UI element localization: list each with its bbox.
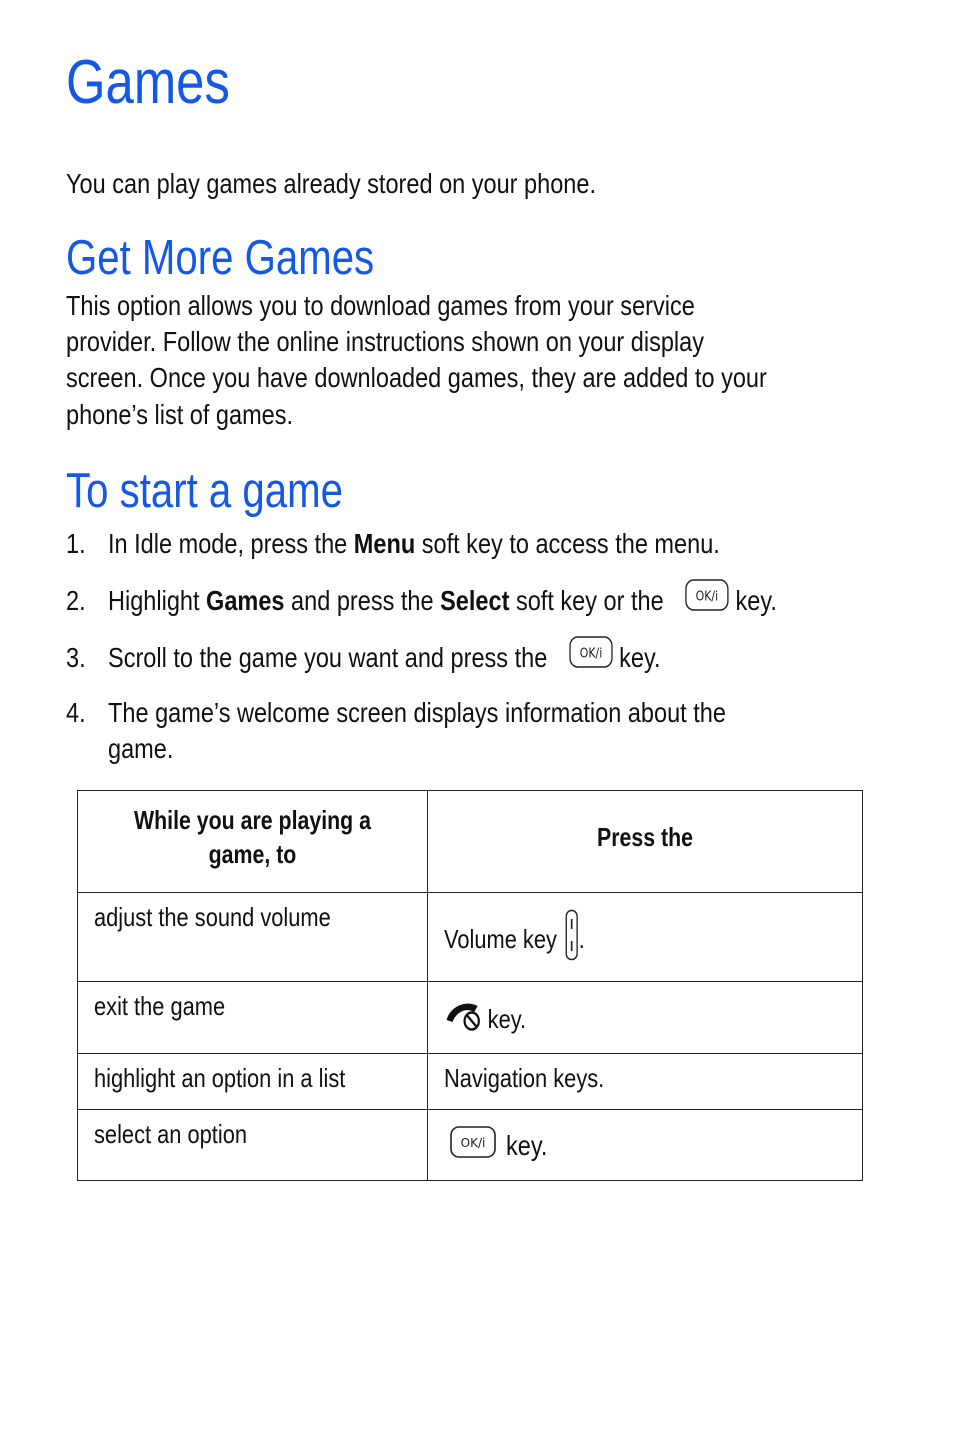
action-cell: [78, 1054, 428, 1110]
step-4: [66, 695, 726, 767]
select-keyword: Select: [440, 584, 510, 616]
page-title: Games: [66, 48, 230, 117]
games-keyword: Games: [206, 584, 285, 616]
ok-key-icon: [685, 579, 729, 620]
menu-keyword: Menu: [353, 528, 416, 559]
end-key-icon: [444, 998, 483, 1039]
action-text: adjust the sound volume: [94, 902, 331, 932]
action-text: highlight an option in a list: [94, 1063, 346, 1093]
section-heading-get-more-games: Get More Games: [66, 231, 375, 285]
key-text: Navigation keys.: [444, 1063, 605, 1093]
step-number: 4.: [66, 697, 86, 728]
intro-text: You can play games already stored on your phone.: [66, 168, 597, 199]
paragraph-line: screen. Once you have downloaded games, they are added to your: [66, 362, 767, 393]
header-line: While you are playing a: [134, 805, 371, 835]
key-cell: [428, 893, 863, 982]
svg-text:OK/i: OK/i: [460, 1136, 486, 1150]
step-3: [66, 639, 661, 680]
header-line: Press the: [596, 822, 693, 852]
key-content: [444, 909, 795, 968]
svg-text:OK/i: OK/i: [695, 588, 719, 604]
key-cell: [428, 1110, 863, 1181]
step-text: key.: [729, 584, 777, 616]
key-content: [450, 1126, 862, 1165]
table-header-row: [78, 791, 863, 893]
table-row: [78, 893, 863, 982]
step-text: Scroll to the game you want and press the: [108, 641, 548, 673]
step-number: 3.: [66, 641, 86, 673]
action-cell: [78, 893, 428, 982]
key-text: Volume key: [444, 923, 557, 954]
action-cell: [78, 982, 428, 1054]
key-text: key.: [506, 1129, 548, 1161]
step-1: [66, 526, 720, 562]
paragraph-line: This option allows you to download games from your service: [66, 290, 695, 321]
ok-key-icon: [450, 1126, 496, 1165]
step-text: In Idle mode, press the: [108, 528, 354, 559]
step-text: and press the: [284, 584, 441, 616]
key-content: [444, 998, 795, 1039]
step-text: game.: [108, 733, 174, 764]
paragraph-line: phone’s list of games.: [66, 399, 294, 430]
step-text: soft key or the: [509, 584, 664, 616]
key-suffix: .: [578, 923, 585, 954]
game-controls-table: [77, 790, 863, 1181]
key-cell: [428, 982, 863, 1054]
step-number: 2.: [66, 584, 86, 616]
action-text: exit the game: [94, 991, 226, 1021]
table-row: [78, 1110, 863, 1181]
volume-key-icon: [565, 909, 578, 968]
paragraph-line: provider. Follow the online instructions shown on your display: [66, 326, 704, 357]
step-text: key.: [612, 641, 661, 673]
table-row: [78, 1054, 863, 1110]
section-heading-start-game: To start a game: [66, 464, 343, 518]
key-cell: [428, 1054, 863, 1110]
key-text: key.: [487, 1003, 527, 1034]
step-text: The game’s welcome screen displays information about the: [108, 697, 726, 728]
ok-key-icon: [569, 636, 613, 677]
step-number: 1.: [66, 528, 86, 559]
table-row: [78, 982, 863, 1054]
step-2: [66, 582, 777, 623]
header-line: game, to: [208, 839, 297, 869]
action-cell: [78, 1110, 428, 1181]
svg-text:OK/i: OK/i: [579, 645, 603, 661]
action-text: select an option: [94, 1119, 247, 1149]
header-cell-action: [78, 791, 428, 893]
step-text: Highlight: [108, 584, 207, 616]
step-text: soft key to access the menu.: [415, 528, 720, 559]
header-cell-key: [428, 791, 863, 893]
